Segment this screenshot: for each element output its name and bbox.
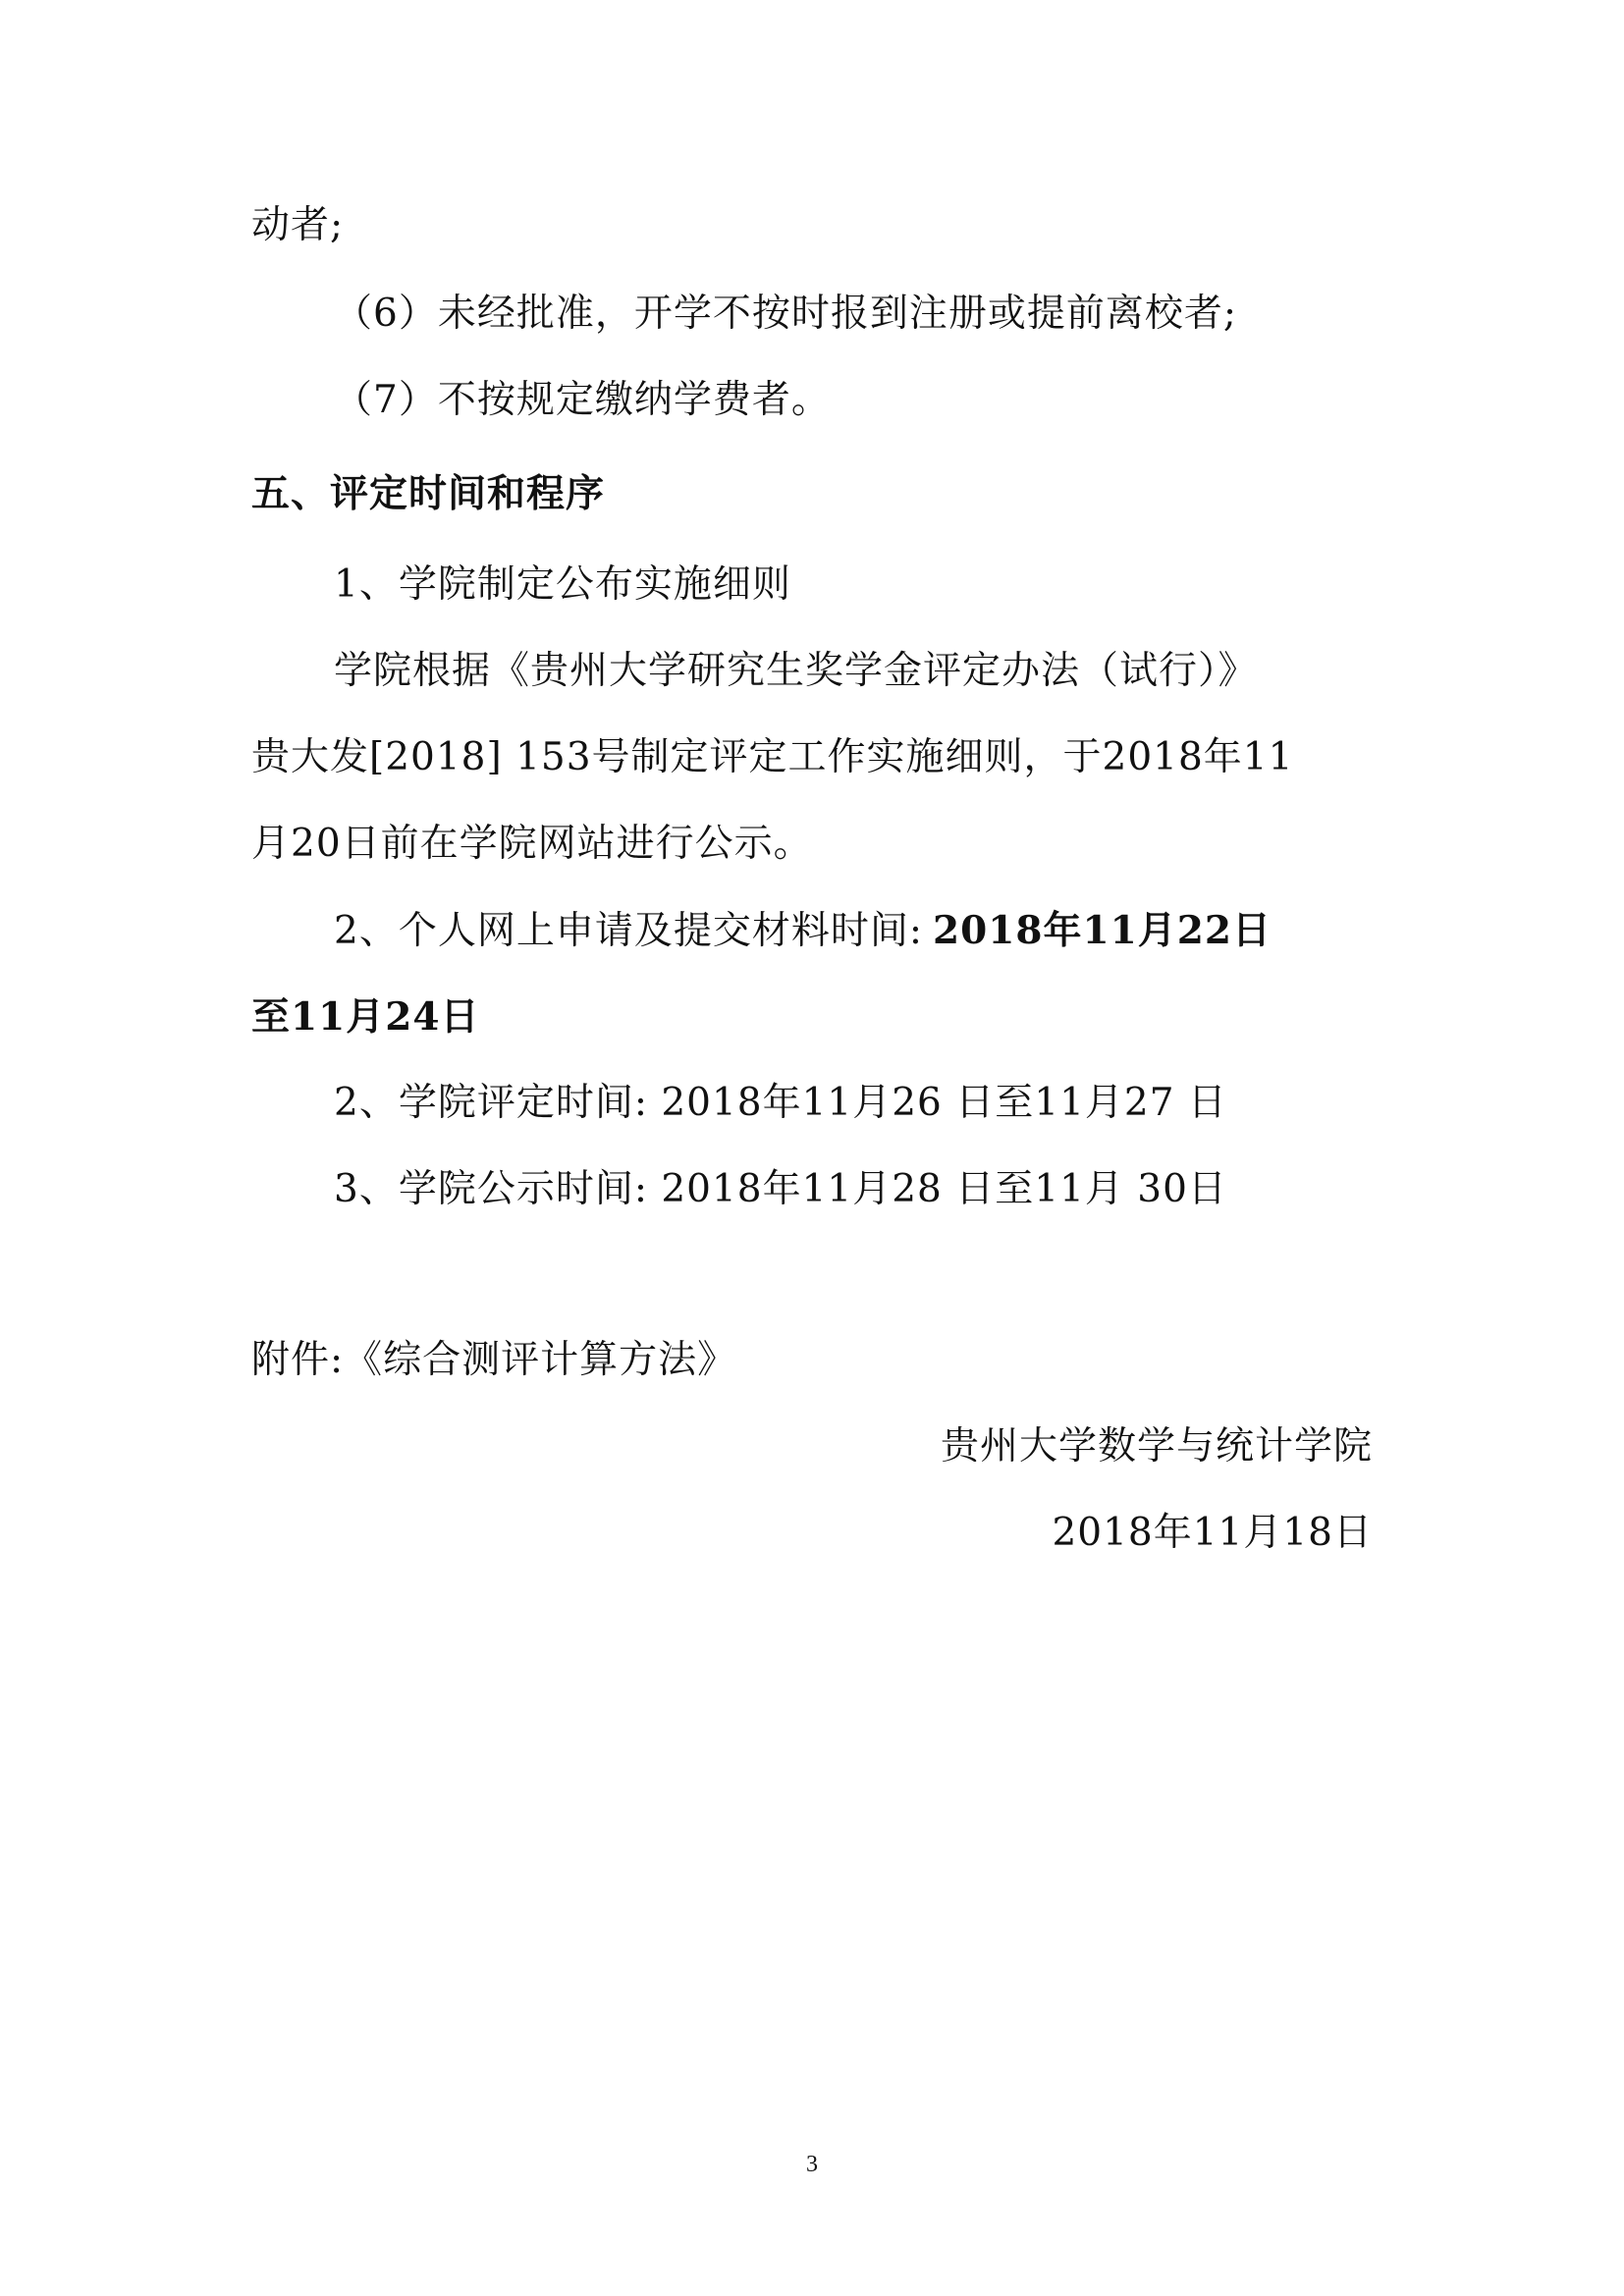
- text-line-7: 月20日前在学院网站进行公示。: [251, 822, 813, 866]
- page-number: 3: [806, 2152, 818, 2177]
- text-line-11: 3、学院公示时间: 2018年11月28 日至11月 30日: [334, 1167, 1227, 1211]
- text-line-6: 贵大发[2018] 153号制定评定工作实施细则，于2018年11: [251, 735, 1294, 779]
- application-time-end: 至11月24日: [251, 994, 480, 1040]
- text-line-2: （6）未经批准，开学不按时报到注册或提前离校者;: [334, 292, 1237, 336]
- signature-organization: 贵州大学数学与统计学院: [940, 1424, 1373, 1468]
- text-line-8: [334, 901, 1272, 961]
- signature-date: 2018年11月18日: [1052, 1511, 1373, 1555]
- text-line-4: 1、学院制定公布实施细则: [334, 562, 791, 607]
- application-time-label: 2、个人网上申请及提交材料时间:: [334, 909, 923, 953]
- text-line-1: 动者;: [251, 203, 345, 247]
- text-line-3: （7）不按规定缴纳学费者。: [334, 378, 831, 422]
- attachment-line: 附件:《综合测评计算方法》: [251, 1338, 737, 1382]
- text-line-10: 2、学院评定时间: 2018年11月26 日至11月27 日: [334, 1081, 1227, 1125]
- application-time-start: 2018年11月22日: [932, 908, 1272, 953]
- section-heading: 五、评定时间和程序: [251, 472, 606, 516]
- text-line-5: 学院根据《贵州大学研究生奖学金评定办法（试行）》: [334, 649, 1258, 693]
